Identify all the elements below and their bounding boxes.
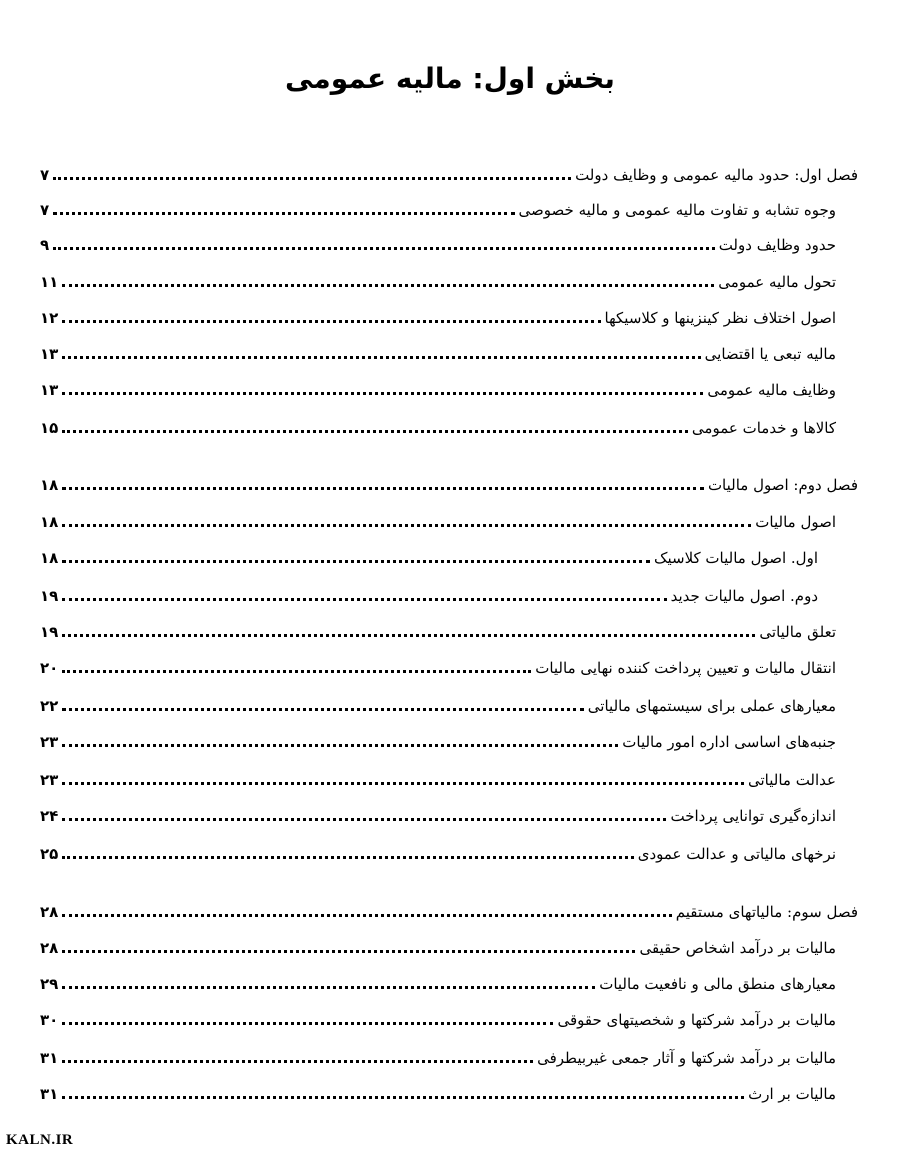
toc-page-number: ۱۳ <box>40 381 59 399</box>
toc-entry-label: فصل اول: حدود مالیه عمومی و وظایف دولت <box>575 166 858 184</box>
toc-page-number: ۲۳ <box>40 733 59 751</box>
toc-entry-row <box>40 190 858 220</box>
toc-entry-row <box>40 408 858 438</box>
toc-chapter-row <box>40 155 858 185</box>
toc-entry-label: اندازه‌گیری توانایی پرداخت <box>670 807 836 825</box>
toc-entry-label: فصل دوم: اصول مالیات <box>707 476 858 494</box>
page-title: بخش اول: مالیه عمومی <box>285 62 615 95</box>
toc-dot-leader <box>62 487 704 490</box>
toc-entry-label: معیارهای عملی برای سیستمهای مالیاتی <box>587 697 836 715</box>
toc-entry-label: اصول اختلاف نظر کینزینها و کلاسیکها <box>604 309 836 327</box>
toc-page-number: ۳۰ <box>40 1011 59 1029</box>
toc-entry-label: عدالت مالیاتی <box>747 771 836 789</box>
toc-entry-row <box>40 648 858 678</box>
toc-page-number: ۱۵ <box>40 419 59 437</box>
toc-page-number: ۲۰ <box>40 659 59 677</box>
toc-page-number: ۱۲ <box>40 309 59 327</box>
toc-page-number: ۱۸ <box>40 513 59 531</box>
watermark: KALN.IR <box>6 1132 74 1148</box>
toc-entry-label: تحول مالیه عمومی <box>718 273 836 291</box>
toc-entry-label: کالاها و خدمات عمومی <box>691 419 836 437</box>
toc-page-number: ۱۱ <box>40 273 59 291</box>
toc-dot-leader <box>53 247 715 250</box>
toc-page-number: ۱۳ <box>40 345 59 363</box>
toc-entry-row <box>40 502 858 532</box>
toc-page-number: ۱۸ <box>40 476 59 494</box>
toc-entry-row <box>40 760 858 790</box>
toc-page-number: ۱۹ <box>40 587 59 605</box>
toc-page-number: ۹ <box>40 236 50 254</box>
toc-entry-row <box>40 262 858 292</box>
toc-page-number: ۲۲ <box>40 697 59 715</box>
toc-chapter-row <box>40 465 858 495</box>
toc-dot-leader <box>62 856 633 859</box>
toc-entry-label: مالیات بر درآمد اشخاص حقیقی <box>639 939 836 957</box>
toc-page-number: ۱۸ <box>40 549 59 567</box>
toc-entry-label: انتقال مالیات و تعیین پرداخت کننده نهایی مالیات <box>535 659 836 677</box>
toc-entry-row <box>40 576 858 606</box>
toc-page-number: ۲۸ <box>40 903 59 921</box>
toc-dot-leader <box>62 782 744 785</box>
toc-entry-row <box>40 298 858 328</box>
toc-dot-leader <box>62 986 595 989</box>
toc-entry-label: فصل سوم: مالیاتهای مستقیم <box>675 903 858 921</box>
toc-entry-label: وظایف مالیه عمومی <box>707 381 836 399</box>
toc-dot-leader <box>62 950 635 953</box>
toc-entry-row <box>40 370 858 400</box>
toc-entry-row <box>40 928 858 958</box>
toc-dot-leader <box>62 818 666 821</box>
toc-page-number: ۳۱ <box>40 1049 59 1067</box>
toc-entry-row <box>40 964 858 994</box>
toc-dot-leader <box>62 1096 744 1099</box>
toc-dot-leader <box>62 634 755 637</box>
toc-dot-leader <box>62 1022 553 1025</box>
toc-entry-row <box>40 612 858 642</box>
toc-dot-leader <box>53 177 571 180</box>
toc-page-number: ۳۱ <box>40 1085 59 1103</box>
toc-dot-leader <box>53 212 514 215</box>
toc-entry-label: حدود وظایف دولت <box>718 236 836 254</box>
toc-entry-label: معیارهای منطق مالی و نافعیت مالیات <box>599 975 836 993</box>
toc-entry-row <box>40 796 858 826</box>
toc-page-number: ۱۹ <box>40 623 59 641</box>
toc-entry-label: جنبه‌های اساسی اداره امور مالیات <box>622 733 836 751</box>
toc-entry-label: وجوه تشابه و تفاوت مالیه عمومی و مالیه خصوصی <box>518 201 836 219</box>
toc-page-number: ۲۴ <box>40 807 59 825</box>
toc-entry-row <box>40 1074 858 1104</box>
toc-entry-label: دوم. اصول مالیات جدید <box>670 587 818 605</box>
toc-chapter-row <box>40 892 858 922</box>
toc-entry-label: تعلق مالیاتی <box>759 623 836 641</box>
toc-dot-leader <box>62 284 714 287</box>
toc-entry-label: اول. اصول مالیات کلاسیک <box>654 549 818 567</box>
toc-entry-label: نرخهای مالیاتی و عدالت عمودی <box>637 845 836 863</box>
toc-entry-row <box>40 722 858 752</box>
toc-dot-leader <box>62 744 618 747</box>
toc-dot-leader <box>62 392 703 395</box>
toc-entry-label: مالیات بر درآمد شرکتها و شخصیتهای حقوقی <box>557 1011 836 1029</box>
toc-entry-row <box>40 334 858 364</box>
toc-dot-leader <box>62 708 583 711</box>
toc-page-number: ۲۵ <box>40 845 59 863</box>
toc-dot-leader <box>62 598 666 601</box>
toc-entry-row <box>40 1038 858 1068</box>
toc-page-number: ۲۳ <box>40 771 59 789</box>
toc-entry-label: مالیات بر ارث <box>748 1085 836 1103</box>
toc-entry-label: مالیات بر درآمد شرکتها و آثار جمعی غیربیطرفی <box>537 1049 836 1067</box>
toc-entry-label: اصول مالیات <box>755 513 836 531</box>
toc-page-number: ۷ <box>40 201 50 219</box>
toc-page-number: ۲۹ <box>40 975 59 993</box>
toc-entry-row <box>40 1000 858 1030</box>
toc-page-number: ۷ <box>40 166 50 184</box>
toc-dot-leader <box>62 430 688 433</box>
toc-dot-leader <box>62 524 751 527</box>
toc-entry-row <box>40 686 858 716</box>
toc-page-number: ۲۸ <box>40 939 59 957</box>
toc-dot-leader <box>62 914 671 917</box>
toc-entry-row <box>40 834 858 864</box>
toc-dot-leader <box>62 1060 533 1063</box>
toc-dot-leader <box>62 320 600 323</box>
toc-dot-leader <box>62 560 650 563</box>
toc-dot-leader <box>62 356 700 359</box>
toc-entry-row <box>40 225 858 255</box>
toc-entry-row <box>40 538 858 568</box>
toc-entry-label: مالیه تبعی یا اقتضایی <box>704 345 836 363</box>
toc-dot-leader <box>62 670 531 673</box>
